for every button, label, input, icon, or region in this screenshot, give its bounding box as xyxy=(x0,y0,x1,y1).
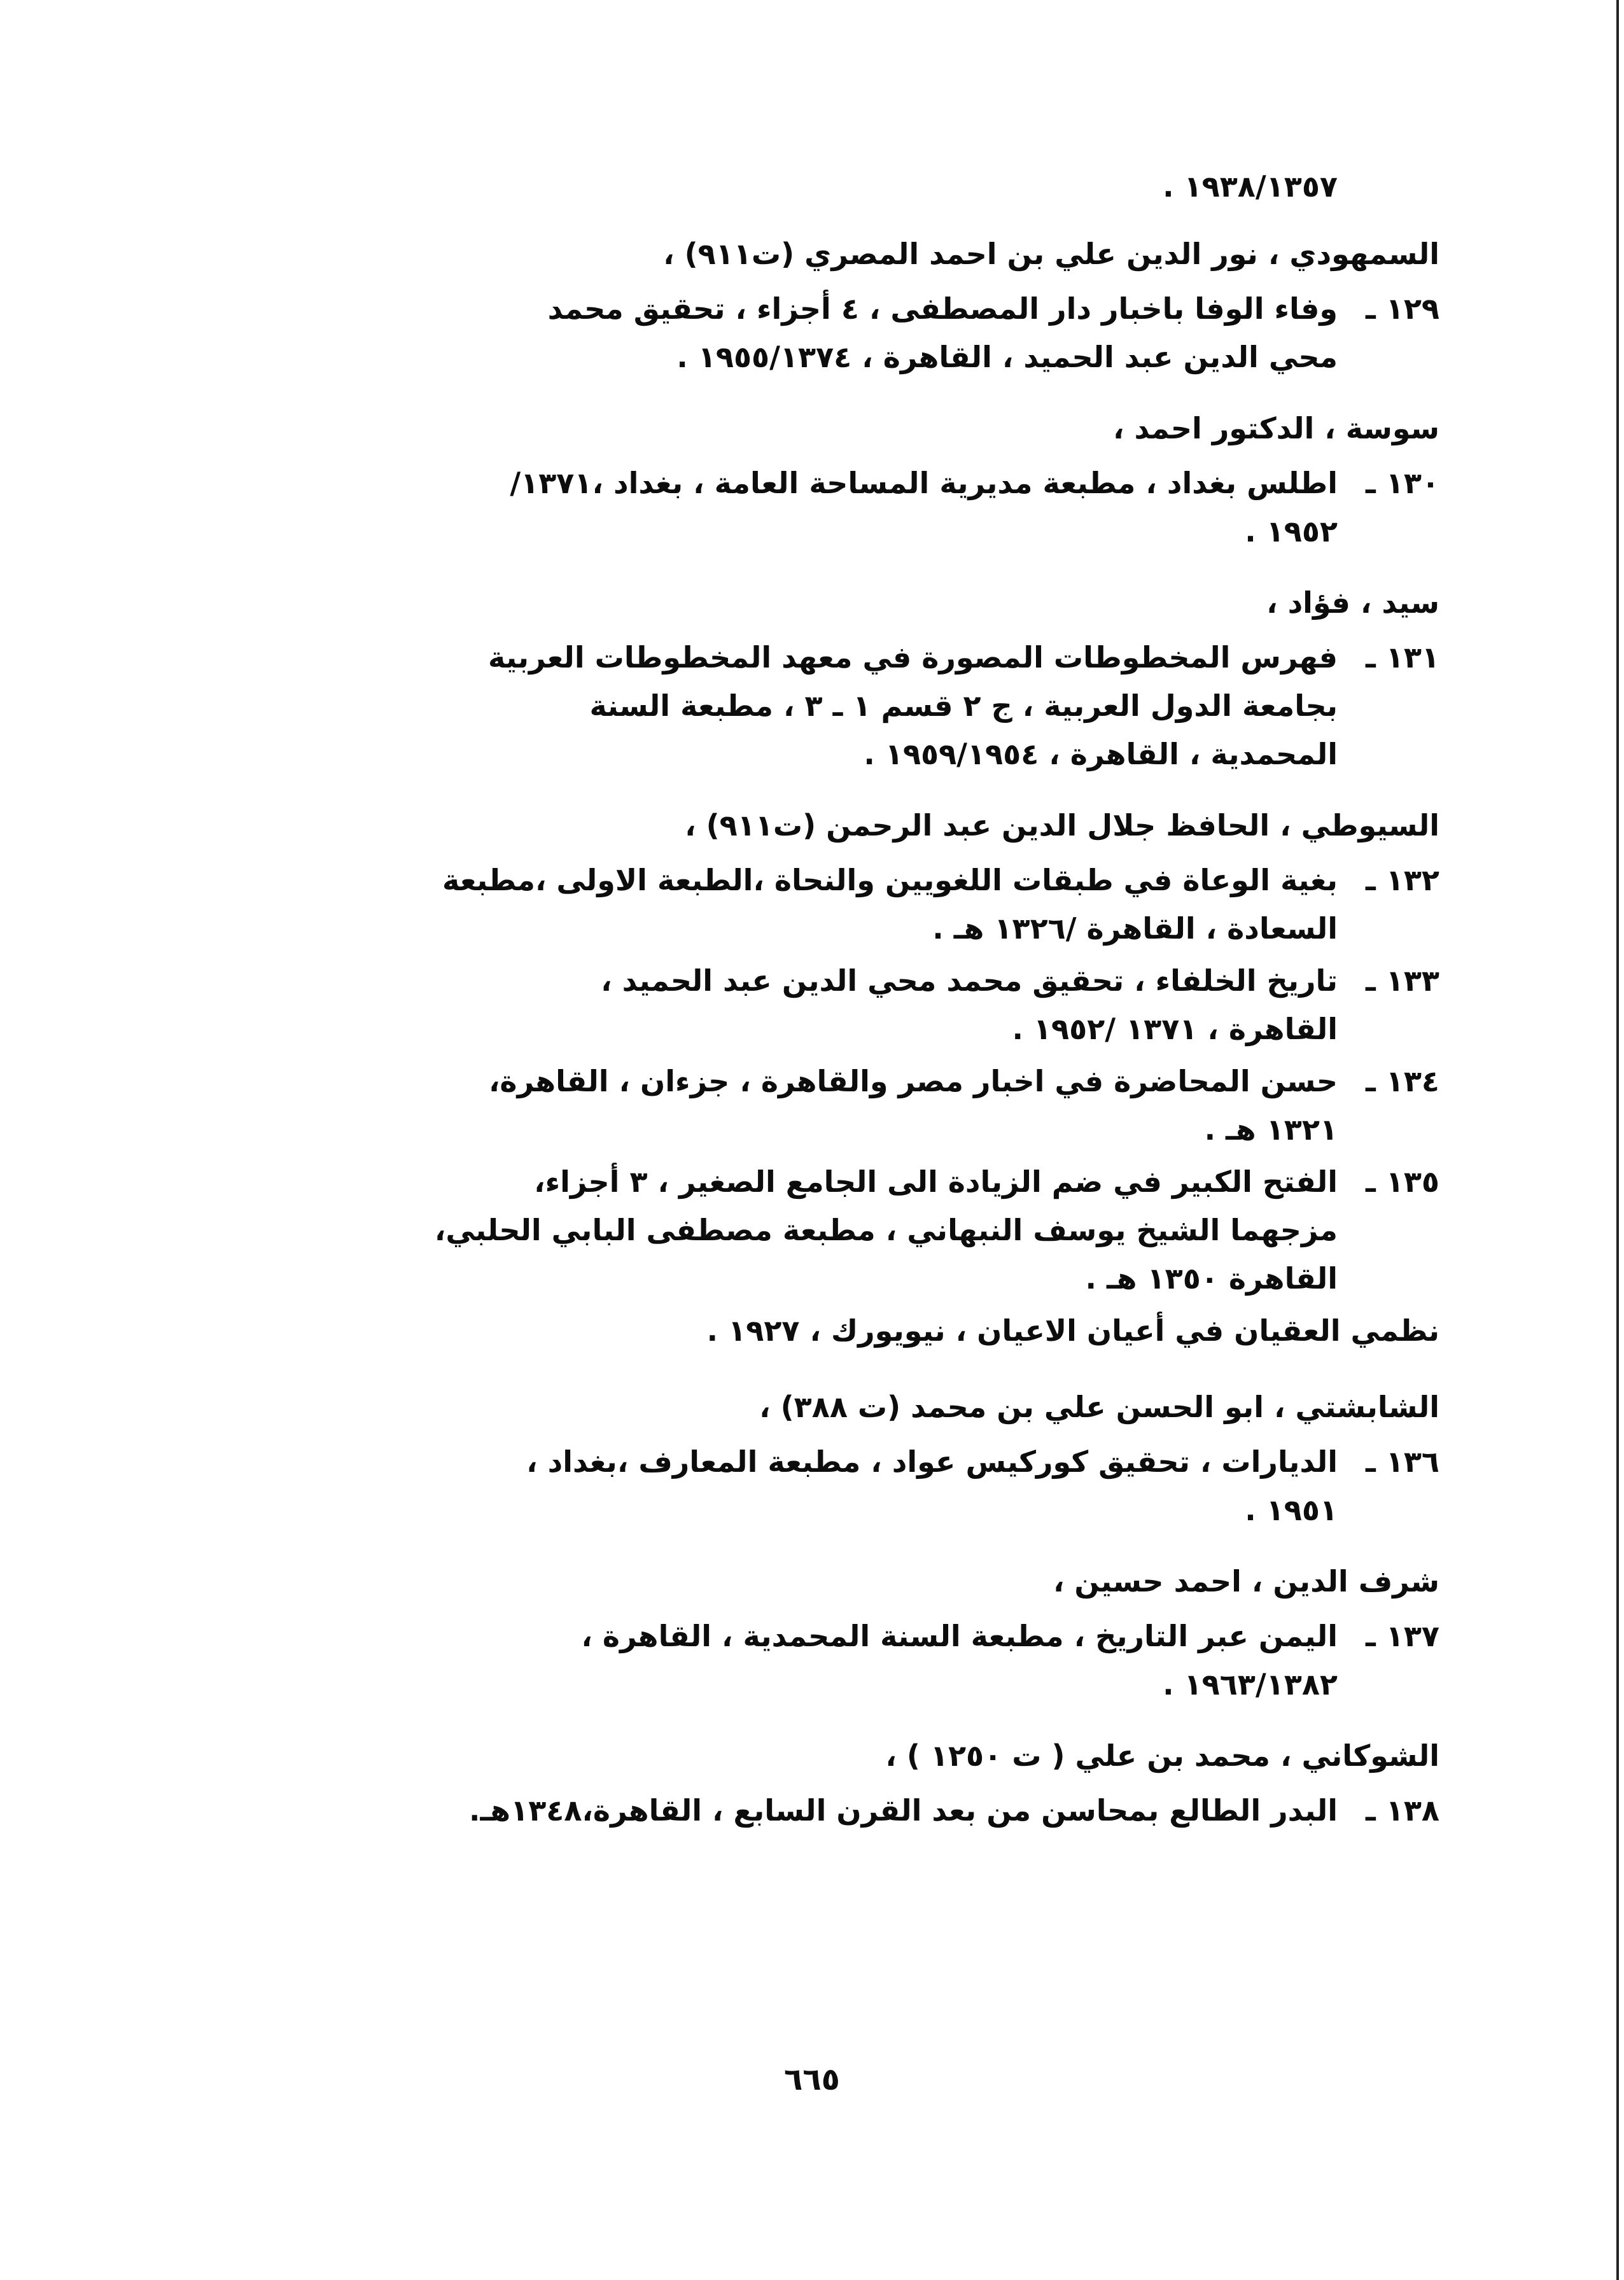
entry-body xyxy=(275,633,1338,778)
entry-line: السعادة ، القاهرة /١٣٢٦ هـ . xyxy=(932,911,1338,946)
entry-body xyxy=(275,1786,1338,1835)
entry-138 xyxy=(275,1786,1439,1835)
author-shawkani: الشوكاني ، محمد بن علي ( ت ١٢٥٠ ) ، xyxy=(885,1738,1439,1773)
page-number: ٦٦٥ xyxy=(784,2062,840,2097)
entry-129 xyxy=(275,284,1439,381)
entry-number: ١٣٥ ـ xyxy=(1366,1164,1439,1199)
bibliography-text xyxy=(275,162,1439,1838)
entry-line: اليمن عبر التاريخ ، مطبعة السنة المحمدية ، القاهرة ، xyxy=(581,1619,1338,1653)
author-shabushti: الشابشتي ، ابو الحسن علي بن محمد (ت ٣٨٨) ، xyxy=(759,1390,1439,1424)
entry-number: ١٣٠ ـ xyxy=(1366,466,1439,500)
entry-line: ١٩٥١ . xyxy=(1245,1493,1338,1527)
entry-132 xyxy=(275,856,1439,953)
entry-130 xyxy=(275,459,1439,556)
entry-line: وفاء الوفا باخبار دار المصطفى ، ٤ أجزاء ، تحقيق محمد xyxy=(547,291,1338,326)
entry-line: الفتح الكبير في ضم الزيادة الى الجامع الصغير ، ٣ أجزاء، xyxy=(534,1164,1338,1199)
entry-line: اطلس بغداد ، مطبعة مديرية المساحة العامة ، بغداد ،١٣٧١/ xyxy=(510,466,1338,500)
entry-body xyxy=(275,284,1338,381)
entry-line: بجامعة الدول العربية ، ج ٢ قسم ١ ـ ٣ ، مطبعة السنة xyxy=(589,689,1338,723)
entry-line: ١٩٥٢ . xyxy=(1245,514,1338,549)
author-sharafaddin: شرف الدين ، احمد حسين ، xyxy=(1053,1564,1439,1598)
author-sousa: سوسة ، الدكتور احمد ، xyxy=(1112,411,1439,445)
entry-135 xyxy=(275,1157,1439,1303)
entry-number: ١٣٤ ـ xyxy=(1366,1064,1439,1098)
entry-137 xyxy=(275,1612,1439,1709)
entry-body xyxy=(275,1057,1338,1154)
entry-line: مزجهما الشيخ يوسف النبهاني ، مطبعة مصطفى البابي الحلبي، xyxy=(434,1213,1338,1247)
entry-body xyxy=(275,1437,1338,1534)
entry-line: الديارات ، تحقيق كوركيس عواد ، مطبعة المعارف ،بغداد ، xyxy=(526,1444,1338,1479)
entry-number: ١٣١ ـ xyxy=(1366,640,1439,675)
entry-body xyxy=(275,459,1338,556)
entry-number: ١٣٦ ـ xyxy=(1366,1444,1439,1479)
entry-body xyxy=(275,1612,1338,1709)
author-sayyid: سيد ، فؤاد ، xyxy=(1266,585,1439,620)
entry-number: ١٣٧ ـ xyxy=(1366,1619,1439,1653)
entry-line: ١٩٦٣/١٣٨٢ . xyxy=(1163,1667,1338,1702)
entry-body xyxy=(275,1157,1338,1303)
entry-line: القاهرة ، ١٣٧١ /١٩٥٢ . xyxy=(1012,1012,1338,1046)
entry-133 xyxy=(275,956,1439,1053)
entry-line: البدر الطالع بمحاسن من بعد القرن السابع ، القاهرة،١٣٤٨هـ. xyxy=(469,1793,1338,1828)
entry-number: ١٢٩ ـ xyxy=(1366,291,1439,326)
entry-body xyxy=(275,956,1338,1053)
entry-line: محي الدين عبد الحميد ، القاهرة ، ١٩٥٥/١٣٧٤ . xyxy=(676,340,1338,374)
entry-line: ١٣٢١ هـ . xyxy=(1204,1112,1338,1147)
entry-number: ١٣٣ ـ xyxy=(1366,963,1439,998)
entry-line: بغية الوعاة في طبقات اللغويين والنحاة ،الطبعة الاولى ،مطبعة xyxy=(442,863,1338,897)
entry-line: فهرس المخطوطات المصورة في معهد المخطوطات العربية xyxy=(488,640,1338,675)
entry-line: تاريخ الخلفاء ، تحقيق محمد محي الدين عبد الحميد ، xyxy=(601,963,1338,998)
entry-number: ١٣٢ ـ xyxy=(1366,863,1439,897)
entry-body xyxy=(275,856,1338,953)
entry-131 xyxy=(275,633,1439,778)
entry-number: ١٣٨ ـ xyxy=(1366,1793,1439,1828)
entry-line: القاهرة ١٣٥٠ هـ . xyxy=(1085,1261,1338,1296)
continuation-line: ١٩٣٨/١٣٥٧ . xyxy=(1163,169,1338,204)
author-suyuti: السيوطي ، الحافظ جلال الدين عبد الرحمن (ت٩١١) ، xyxy=(685,808,1439,843)
extra-title-line: نظمي العقيان في أعيان الاعيان ، نيويورك ، ١٩٢٧ . xyxy=(706,1313,1439,1348)
entry-line: حسن المحاضرة في اخبار مصر والقاهرة ، جزءان ، القاهرة، xyxy=(488,1064,1338,1098)
author-samhudi: السمهودي ، نور الدين علي بن احمد المصري (ت٩١١) ، xyxy=(663,237,1439,271)
entry-134 xyxy=(275,1057,1439,1154)
page-edge-line xyxy=(1616,0,1619,2280)
entry-136 xyxy=(275,1437,1439,1534)
entry-line: المحمدية ، القاهرة ، ١٩٥٩/١٩٥٤ . xyxy=(864,737,1338,771)
